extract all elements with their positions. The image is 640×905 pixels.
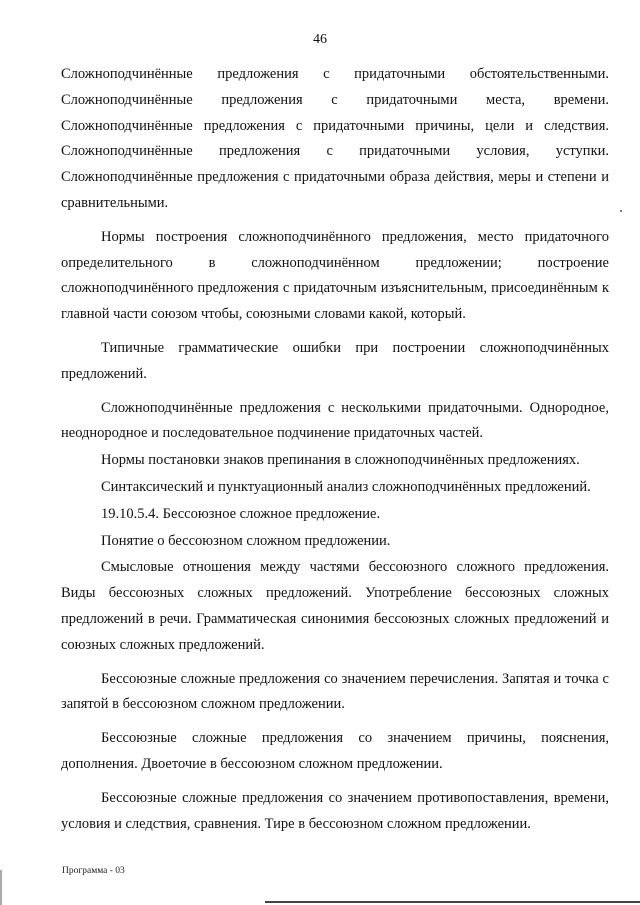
- paragraph: Смысловые отношения между частями бессоюзного сложного предложения. Виды бессоюзных сложных предложений. Употребление бессоюзных сложных предложений в речи. Грамматическая синонимия бессоюзных сложных предложений и союзных сложных предложений.: [61, 559, 609, 653]
- paragraph: Нормы построения сложноподчинённого предложения, место придаточного определительного в сложноподчинённом предложении; построение сложноподчинённого предложения с придаточным изъяснительным, присоединённым к главной части союзом чтобы, союзными словами какой, который.: [61, 228, 609, 323]
- paragraph: Понятие о бессоюзном сложном предложении.: [101, 532, 391, 549]
- paragraph: Бессоюзные сложные предложения со значением причины, пояснения, дополнения. Двоеточие в бессоюзном сложном предложении.: [61, 730, 609, 772]
- paragraph: Сложноподчинённые предложения с придаточными образа действия, меры и степени и сравнительными.: [61, 169, 609, 211]
- paragraph: Типичные грамматические ошибки при построении сложноподчинённых предложений.: [61, 339, 609, 382]
- paragraph: Сложноподчинённые предложения с придаточными обстоятельственными.: [61, 66, 609, 82]
- page-number: 46: [313, 32, 327, 47]
- paragraph: Синтаксический и пунктуационный анализ сложноподчинённых предложений.: [101, 478, 591, 495]
- footer-label: Программа - 03: [62, 866, 125, 876]
- paragraph: Сложноподчинённые предложения с придаточными места, времени.: [61, 91, 609, 108]
- paragraph: Бессоюзные сложные предложения со значением перечисления. Запятая и точка с запятой в бессоюзном сложном предложении.: [61, 670, 609, 713]
- scan-bottom-edge: [265, 901, 640, 903]
- scan-speck: [620, 210, 622, 212]
- scan-edge: [0, 870, 2, 905]
- paragraph: Сложноподчинённые предложения с несколькими придаточными. Однородное, неоднородное и последовательное подчинение придаточных частей.: [61, 399, 609, 442]
- paragraph: Сложноподчинённые предложения с придаточными причины, цели и следствия.: [61, 117, 609, 134]
- paragraph: Нормы постановки знаков препинания в сложноподчинённых предложениях.: [101, 452, 580, 469]
- paragraph: Бессоюзные сложные предложения со значением противопоставления, времени, условия и следствия, сравнения. Тире в бессоюзном сложном предложении.: [61, 789, 609, 832]
- body-text: [61, 62, 609, 837]
- section-heading: 19.10.5.4. Бессоюзное сложное предложение.: [101, 505, 381, 522]
- paragraph: Сложноподчинённые предложения с придаточными условия, уступки.: [61, 143, 609, 160]
